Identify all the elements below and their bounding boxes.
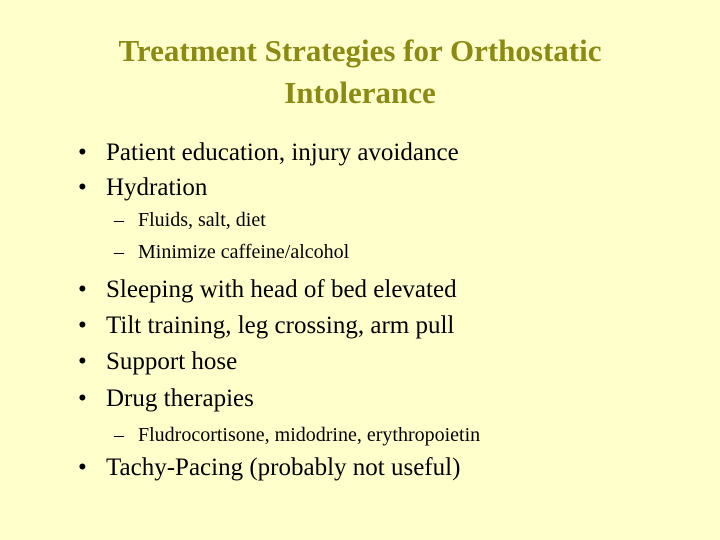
bullet-glyph: • <box>78 174 87 201</box>
bullet-text: Tachy-Pacing (probably not useful) <box>106 454 461 481</box>
sub-bullet-text: Fluids, salt, diet <box>138 209 266 231</box>
sub-bullet-text: Fludrocortisone, midodrine, erythropoietin <box>138 424 481 446</box>
slide-title-line-1: Treatment Strategies for Orthostatic <box>118 33 602 68</box>
sub-bullet-glyph: – <box>114 424 124 446</box>
bullet-text: Patient education, injury avoidance <box>106 139 459 166</box>
sub-bullet-glyph: – <box>114 241 124 263</box>
bullet-glyph: • <box>78 348 87 375</box>
sub-bullet-text: Minimize caffeine/alcohol <box>138 241 350 263</box>
bullet-text: Sleeping with head of bed elevated <box>106 276 457 303</box>
bullet-glyph: • <box>78 454 87 481</box>
sub-bullet-glyph: – <box>114 209 124 231</box>
slide-title <box>40 30 680 114</box>
slide-title-line-2: Intolerance <box>284 75 436 110</box>
bullet-glyph: • <box>78 139 87 166</box>
bullet-text: Tilt training, leg crossing, arm pull <box>106 312 455 339</box>
bullet-text: Support hose <box>106 348 238 375</box>
bullet-glyph: • <box>78 276 87 303</box>
bullet-text: Hydration <box>106 174 208 201</box>
bullet-text: Drug therapies <box>106 385 254 412</box>
bullet-glyph: • <box>78 385 87 412</box>
bullet-glyph: • <box>78 312 87 339</box>
